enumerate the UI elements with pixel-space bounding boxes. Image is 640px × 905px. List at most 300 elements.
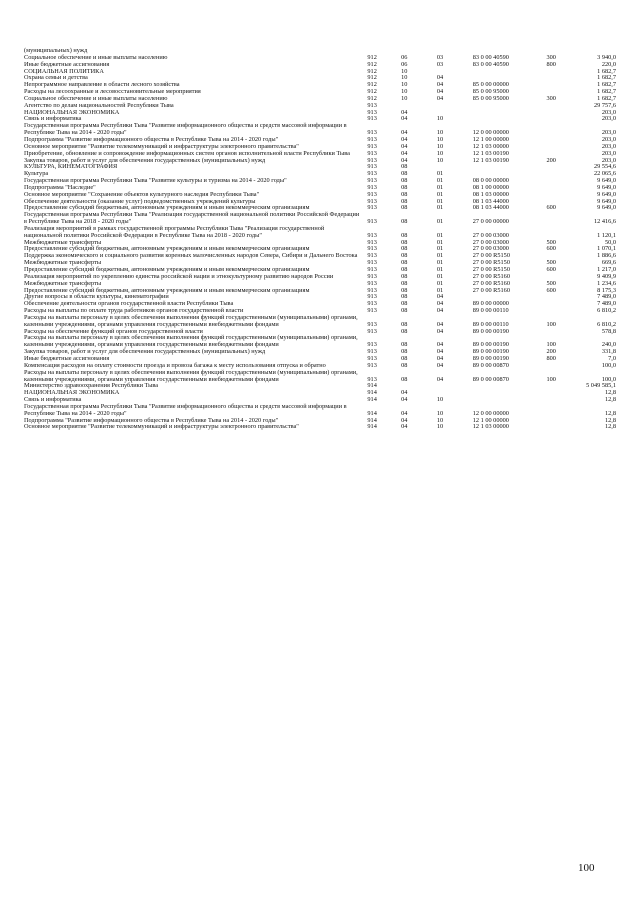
page-number: 100 [578,862,595,874]
row-admin-code: 913 [367,375,377,383]
row-expense-type: 600 [546,266,556,273]
row-admin-code: 914 [367,389,377,397]
row-amount: 3 940,0 [597,53,616,61]
row-name: Предоставление субсидий бюджетным, автономным учреждениям и иным некоммерческим организациям [24,204,310,212]
row-admin-code: 913 [367,279,377,287]
row-admin-code: 912 [367,94,377,102]
row-target-article: 27 0 00 R5160 [472,286,510,294]
row-section: 04 [401,108,408,116]
row-amount: 203,0 [601,108,616,116]
row-target-article [473,110,547,117]
budget-table [24,48,616,431]
row-target-article: 27 0 00 00000 [472,218,509,226]
row-expense-type: 600 [546,204,556,212]
row-target-article: 89 0 00 00190 [472,348,509,356]
table-row [24,69,616,76]
row-section: 08 [401,231,408,239]
row-admin-code: 913 [367,142,377,150]
row-expense-type [546,185,578,192]
row-subsection: 01 [436,183,444,191]
row-admin-code: 913 [367,156,377,164]
row-expense-type [546,212,578,226]
row-subsection: 04 [436,327,444,335]
row-expense-type [546,75,578,82]
row-subsection: 01 [436,238,444,246]
row-target-article: 12 1 03 00190 [472,156,509,164]
row-expense-type [546,82,578,89]
table-row [24,349,616,356]
row-amount: 1 886,6 [597,252,616,260]
row-admin-code: 913 [367,218,377,226]
row-expense-type [546,397,578,404]
row-name: Межбюджетные трансферты [24,238,102,246]
row-section: 08 [401,375,408,383]
row-name: Непрограммное направление в области лесного хозяйства [24,81,180,89]
row-subsection: 04 [436,320,444,328]
row-amount: 669,6 [601,259,616,267]
row-name: Расходы на выплаты персоналу в целях обеспечения выполнения функций государственными (муниципальными) органами, казенными учреждениями, органами управления государственными внебюджетными фондами [24,368,358,383]
row-subsection: 10 [436,409,444,417]
row-target-article: 08 1 03 44000 [472,197,509,205]
row-subsection [437,383,473,390]
row-target-article: 27 0 00 R5150 [472,252,510,260]
row-amount: 29 757,6 [593,101,616,109]
row-target-article: 85 0 00 95000 [472,94,509,102]
row-admin-code: 913 [367,266,377,273]
row-section: 08 [401,300,408,308]
table-row [24,390,616,397]
row-admin-code: 913 [367,204,377,212]
row-expense-type [546,383,578,390]
row-section: 04 [401,156,408,164]
row-target-article: 83 0 00 40590 [472,60,509,68]
row-admin-code: 913 [367,115,377,123]
row-admin-code: 913 [367,348,377,356]
row-subsection: 04 [436,88,444,96]
row-admin-code: 913 [367,163,377,171]
row-target-article: 89 0 00 00190 [472,354,509,362]
row-expense-type [546,308,578,315]
row-section: 08 [401,252,408,260]
row-name: Основное мероприятие "Сохранение объектов культурного наследия Республики Тыва" [24,190,260,198]
row-expense-type [546,294,578,301]
row-section: 10 [401,67,408,75]
row-expense-type: 100 [546,320,556,328]
row-target-article: 27 0 00 R5160 [472,279,510,287]
row-section: 10 [401,81,408,89]
row-name: Закупка товаров, работ и услуг для обеспечения государственных (муниципальных) нужд [24,156,266,164]
row-admin-code: 912 [367,74,377,82]
row-subsection: 01 [436,204,444,212]
row-admin-code: 913 [367,259,377,267]
row-expense-type [546,116,578,123]
row-name: Предоставление субсидий бюджетным, автономным учреждениям и иным некоммерческим организациям [24,266,310,273]
row-admin-code: 913 [367,149,377,157]
row-name: Предоставление субсидий бюджетным, автономным учреждениям и иным некоммерческим организациям [24,286,310,294]
row-expense-type [546,390,578,397]
row-name: Другие вопросы в области культуры, кинематографии [24,293,169,301]
row-section: 08 [401,307,408,315]
row-amount: 203,0 [601,129,616,137]
row-expense-type [546,192,578,199]
row-amount: 100,0 [601,361,616,369]
row-admin-code: 913 [367,108,377,116]
row-amount: 1 070,1 [597,245,616,253]
row-amount: 220,0 [601,60,616,68]
row-name: Связь и информатика [24,115,82,123]
row-amount: 9 409,9 [597,272,616,280]
row-amount: 6 810,2 [597,320,616,328]
row-subsection: 10 [436,416,444,424]
row-section: 04 [401,416,408,424]
row-amount: 203,0 [601,142,616,150]
row-name: Социальное обеспечение и иные выплаты населению [24,53,168,61]
row-section: 10 [401,88,408,96]
row-name: Приобретение, обновление и сопровождение информационных систем органов исполнительной власти Республики Тыва [24,149,350,157]
row-amount: 1 682,7 [597,81,616,89]
row-target-article: 08 1 00 00000 [472,183,509,191]
row-subsection: 04 [436,361,444,369]
row-amount: 7 489,0 [597,300,616,308]
row-subsection: 04 [436,375,444,383]
row-subsection: 04 [436,354,444,362]
row-expense-type: 800 [546,60,556,68]
row-section: 08 [401,177,408,185]
row-target-article: 12 1 00 00000 [472,135,509,143]
row-expense-type: 100 [546,375,556,383]
row-expense-type [546,110,578,117]
row-expense-type: 200 [546,348,556,356]
row-section: 08 [401,218,408,226]
row-target-article: 85 0 00 00000 [472,81,509,89]
row-admin-code: 913 [367,293,377,301]
row-name: КУЛЬТУРА, КИНЕМАТОГРАФИЯ [24,163,118,171]
row-admin-code: 913 [367,135,377,143]
row-name: Компенсация расходов на оплату стоимости проезда и провоза багажа к месту использования отпуска и обратно [24,361,326,369]
row-subsection: 03 [436,53,444,61]
row-section: 08 [401,361,408,369]
row-target-article: 85 0 00 95000 [472,88,509,96]
row-subsection: 10 [436,115,444,123]
row-admin-code: 912 [367,67,377,75]
row-expense-type [546,123,578,137]
row-subsection: 04 [436,293,444,301]
row-expense-type: 300 [546,53,556,61]
row-name: Предоставление субсидий бюджетным, автономным учреждениям и иным некоммерческим организациям [24,245,310,253]
row-name: Межбюджетные трансферты [24,259,102,267]
row-amount: 203,0 [601,149,616,157]
row-admin-code: 912 [367,81,377,89]
row-name: Расходы на лесоохранные и лесовосстановительные мероприятия [24,88,201,96]
row-expense-type: 600 [546,245,556,253]
row-target-article: 83 0 00 40590 [472,53,509,61]
row-section: 08 [401,197,408,205]
row-expense-type: 500 [546,279,556,287]
row-section: 10 [401,94,408,102]
row-subsection: 10 [436,156,444,164]
row-amount: 1 682,7 [597,94,616,102]
row-name: Расходы на обеспечение функций органов государственной власти [24,327,203,335]
row-target-article: 12 1 00 00000 [472,416,509,424]
row-section: 08 [401,272,408,280]
row-amount: 9 649,0 [597,183,616,191]
row-target-article: 08 0 00 00000 [472,177,509,185]
row-admin-code: 913 [367,238,377,246]
row-amount: 240,0 [601,341,616,349]
row-name: Связь и информатика [24,396,82,404]
row-amount: 9 649,0 [597,177,616,185]
row-section: 04 [401,423,408,431]
row-name: СОЦИАЛЬНАЯ ПОЛИТИКА [24,67,104,75]
row-section: 08 [401,354,408,362]
row-target-article [473,69,547,76]
row-subsection: 03 [436,60,444,68]
row-amount: 9 649,0 [597,197,616,205]
row-name: Обеспечение деятельности органов государственной власти Республики Тыва [24,300,234,308]
row-target-article [473,397,547,404]
row-name: Основное мероприятие "Развитие телекоммуникаций и инфраструктуры электронного правительства" [24,142,299,150]
row-section: 08 [401,245,408,253]
row-amount: 1 120,1 [597,231,616,239]
row-target-article [473,116,547,123]
row-subsection: 04 [436,81,444,89]
row-expense-type [546,404,578,418]
row-name: Расходы на выплаты персоналу в целях обеспечения выполнения функций государственными (муниципальными) органами, казенными учреждениями, органами управления государственными внебюджетными фондами [24,313,358,328]
row-subsection: 04 [436,94,444,102]
row-name: Государственная программа Республики Тыва "Развитие информационного общества и средств массовой информации в Республике Тыва на 2014 - 2020 годы" [24,402,347,417]
row-name: Социальное обеспечение и иные выплаты населению [24,94,168,102]
table-row [24,315,616,329]
table-row [24,424,616,431]
row-amount: 7 489,0 [597,293,616,301]
row-name: Подпрограмма "Развитие информационного общества в Республике Тыва на 2014 - 2020 годы" [24,135,279,143]
row-amount: 331,8 [601,348,616,356]
row-name: Реализация мероприятий в рамках государственной программы Республики Тыва "Реализация государственной национальной политики Российской Федерации в Республике Тыва на 2018 - 2020 годы" [24,224,325,239]
row-amount: 7,0 [608,354,616,362]
table-row [24,62,616,69]
row-name: НАЦИОНАЛЬНАЯ ЭКОНОМИКА [24,389,120,397]
row-section: 08 [401,266,408,273]
row-admin-code: 913 [367,341,377,349]
table-row [24,123,616,137]
row-section: 04 [401,135,408,143]
row-amount: 1 682,7 [597,67,616,75]
row-subsection: 01 [436,252,444,260]
row-subsection: 04 [436,307,444,315]
row-subsection: 04 [436,348,444,356]
row-subsection: 10 [436,396,444,404]
row-subsection: 04 [436,341,444,349]
row-admin-code: 913 [367,320,377,328]
row-admin-code: 913 [367,190,377,198]
row-section: 08 [401,183,408,191]
row-subsection: 01 [436,197,444,205]
row-amount: 12,8 [604,416,616,424]
row-subsection: 10 [436,149,444,157]
row-amount: 12 416,6 [593,218,616,226]
row-name: Охрана семьи и детства [24,74,88,82]
row-target-article [473,164,547,171]
row-section: 08 [401,327,408,335]
row-target-article [473,390,547,397]
row-expense-type: 300 [546,94,556,102]
row-amount: 100,0 [601,375,616,383]
row-section: 04 [401,389,408,397]
row-section: 04 [401,115,408,123]
row-admin-code: 914 [367,396,377,404]
row-target-article: 89 0 00 00190 [472,341,509,349]
row-target-article: 27 0 00 R5160 [472,272,510,280]
row-target-article: 27 0 00 R5150 [472,266,510,273]
row-section: 08 [401,279,408,287]
row-expense-type [546,178,578,185]
row-amount: 50,0 [604,238,616,246]
row-amount: 9 649,0 [597,190,616,198]
row-target-article: 12 0 00 00000 [472,409,509,417]
row-amount: 578,8 [601,327,616,335]
row-name: Закупка товаров, работ и услуг для обеспечения государственных (муниципальных) нужд [24,348,266,356]
row-amount: 12,8 [604,409,616,417]
row-admin-code: 914 [367,382,377,390]
table-row [24,274,616,281]
row-target-article: 12 0 00 00000 [472,129,509,137]
row-name: (муниципальных) нужд [24,47,88,54]
row-amount: 203,0 [601,156,616,164]
row-amount: 22 065,6 [593,170,616,178]
table-row [24,404,616,418]
row-section: 10 [401,74,408,82]
row-expense-type [546,226,578,240]
row-amount: 1 682,7 [597,74,616,82]
row-admin-code: 913 [367,361,377,369]
row-expense-type [546,103,578,110]
row-name: Расходы на выплаты персоналу в целях обеспечения выполнения функций государственными (муниципальными) органами, казенными учреждениями, органами управления государственными внебюджетными фондами [24,334,358,349]
row-name: Межбюджетные трансферты [24,279,102,287]
row-section: 08 [401,341,408,349]
row-admin-code: 913 [367,252,377,260]
row-amount: 5 049 585,1 [586,382,616,390]
row-target-article: 89 0 00 00110 [472,320,509,328]
row-amount: 8 175,3 [597,286,616,294]
row-admin-code: 913 [367,245,377,253]
row-target-article: 89 0 00 00870 [472,375,509,383]
row-name: Обеспечение деятельности (оказание услуг) подведомственных учреждений культуры [24,197,256,205]
row-section: 08 [401,238,408,246]
row-admin-code: 914 [367,409,377,417]
table-row [24,212,616,226]
row-subsection: 10 [436,423,444,431]
row-admin-code: 913 [367,197,377,205]
row-amount: 12,8 [604,396,616,404]
row-subsection: 10 [436,135,444,143]
row-amount: 1 234,6 [597,279,616,287]
row-target-article: 89 0 00 00110 [472,307,509,315]
row-amount: 29 554,6 [593,163,616,171]
row-admin-code: 913 [367,177,377,185]
row-target-article: 08 1 03 44000 [472,204,509,212]
row-amount: 1 682,7 [597,88,616,96]
row-amount: 1 217,0 [597,266,616,273]
row-target-article: 08 1 03 00000 [472,190,509,198]
row-name: Иные бюджетные ассигнования [24,354,110,362]
row-target-article: 12 1 03 00000 [472,142,509,150]
row-name: Государственная программа Республики Тыва "Развитие информационного общества и средств массовой информации в Республике Тыва на 2014 - 2020 годы" [24,122,347,137]
row-name: Подпрограмма "Развитие информационного общества в Республике Тыва на 2014 - 2020 годы" [24,416,279,424]
row-target-article: 27 0 00 03000 [472,231,509,239]
row-admin-code: 912 [367,88,377,96]
row-amount: 12,8 [604,423,616,431]
table-row [24,226,616,240]
row-section: 08 [401,286,408,294]
row-target-article: 12 1 03 00000 [472,423,509,431]
row-section: 04 [401,129,408,137]
row-subsection: 01 [436,286,444,294]
row-target-article: 89 0 00 00870 [472,361,509,369]
row-name: Министерство здравоохранения Республики Тыва [24,382,159,390]
row-subsection: 01 [436,245,444,253]
row-expense-type [546,363,578,370]
row-admin-code: 913 [367,286,377,294]
row-section: 08 [401,170,408,178]
row-expense-type: 600 [546,286,556,294]
row-name: Основное мероприятие "Развитие телекоммуникаций и инфраструктуры электронного правительства" [24,423,299,431]
row-expense-type [546,424,578,431]
row-subsection: 01 [436,279,444,287]
row-expense-type: 500 [546,238,556,246]
row-name: Культура [24,170,49,178]
row-expense-type [546,144,578,151]
row-admin-code: 913 [367,327,377,335]
row-target-article: 27 0 00 R5150 [472,259,510,267]
row-subsection: 04 [436,300,444,308]
row-subsection: 01 [436,231,444,239]
row-target-article: 27 0 00 03000 [472,238,509,246]
row-subsection: 10 [436,129,444,137]
row-subsection: 01 [436,177,444,185]
table-row [24,335,616,349]
row-expense-type [546,164,578,171]
row-expense-type [546,137,578,144]
row-target-article: 89 0 00 00000 [472,300,509,308]
row-target-article: 89 0 00 00190 [472,327,509,335]
row-expense-type [546,171,578,178]
row-admin-code: 913 [367,354,377,362]
row-name: Государственная программа Республики Тыва "Реализация государственной национальной политики Российской Федерации в Республике Тыва на 2018 - 2020 годы" [24,211,360,226]
row-admin-code: 913 [367,170,377,178]
row-section: 04 [401,142,408,150]
row-subsection: 01 [436,218,444,226]
row-admin-code: 914 [367,423,377,431]
row-section: 08 [401,204,408,212]
row-admin-code: 913 [367,129,377,137]
row-target-article: 12 1 03 00190 [472,149,509,157]
row-admin-code: 913 [367,101,377,109]
row-subsection: 01 [436,259,444,267]
row-subsection: 01 [436,266,444,273]
table-row [24,370,616,384]
row-section: 08 [401,259,408,267]
row-expense-type: 200 [546,156,556,164]
row-expense-type: 100 [546,341,556,349]
row-amount: 12,8 [604,389,616,397]
row-target-article: 27 0 00 03000 [472,245,509,253]
row-subsection [437,103,473,110]
row-expense-type [546,329,578,336]
row-name: Реализация мероприятий по укреплению единства российской нации и этнокультурному развитию народов России [24,272,334,280]
row-admin-code: 912 [367,60,377,68]
row-name: Иные бюджетные ассигнования [24,60,110,68]
row-admin-code: 912 [367,53,377,61]
